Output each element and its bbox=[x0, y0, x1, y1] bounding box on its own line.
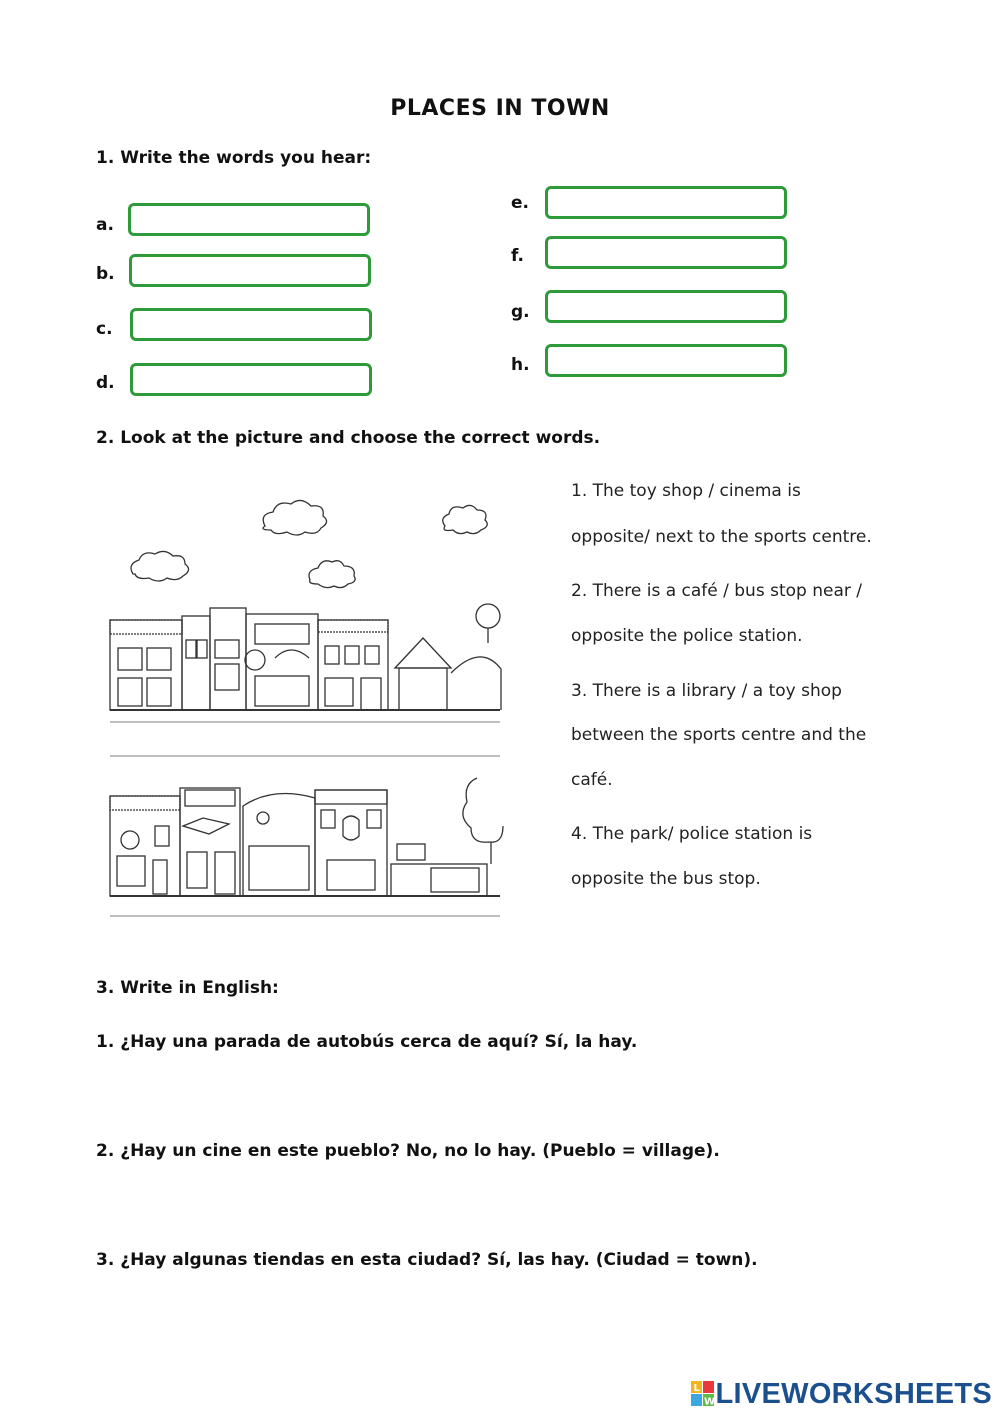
answer-label-b: b. bbox=[96, 264, 115, 284]
answer-input-f[interactable] bbox=[545, 236, 787, 269]
section2-heading: 2. Look at the picture and choose the correct words. bbox=[96, 428, 601, 448]
cloud-icon bbox=[131, 551, 189, 581]
sentence-line: 3. There is a library / a toy shop bbox=[571, 681, 842, 701]
answer-input-d[interactable] bbox=[130, 363, 372, 396]
sentence-line: opposite the bus stop. bbox=[571, 869, 761, 889]
sentence-line: 2. There is a café / bus stop near / bbox=[571, 581, 862, 601]
street-illustration bbox=[105, 488, 505, 920]
translation-question: 3. ¿Hay algunas tiendas en esta ciudad? Sí, las hay. (Ciudad = town). bbox=[96, 1250, 758, 1270]
bottom-street-buildings bbox=[110, 778, 503, 896]
page-title: PLACES IN TOWN bbox=[390, 96, 610, 121]
translation-question: 2. ¿Hay un cine en este pueblo? No, no lo hay. (Pueblo = village). bbox=[96, 1141, 720, 1161]
answer-label-e: e. bbox=[511, 193, 529, 213]
cloud-icon bbox=[443, 505, 488, 533]
cloud-icon bbox=[263, 500, 327, 535]
sentence-line: opposite/ next to the sports centre. bbox=[571, 527, 872, 547]
logo-badge-letter: L bbox=[693, 1383, 700, 1394]
answer-input-a[interactable] bbox=[128, 203, 370, 236]
liveworksheets-logo-icon bbox=[690, 1380, 716, 1408]
liveworksheets-logo bbox=[690, 1379, 993, 1409]
top-street-buildings bbox=[110, 604, 501, 710]
answer-input-h[interactable] bbox=[545, 344, 787, 377]
answer-label-d: d. bbox=[96, 373, 115, 393]
logo-badge-letter: W bbox=[703, 1396, 715, 1408]
sentence-line: 1. The toy shop / cinema is bbox=[571, 481, 801, 501]
sentence-line: between the sports centre and the bbox=[571, 725, 867, 745]
answer-input-g[interactable] bbox=[545, 290, 787, 323]
answer-input-b[interactable] bbox=[129, 254, 371, 287]
answer-label-h: h. bbox=[511, 355, 530, 375]
answer-label-f: f. bbox=[511, 246, 524, 266]
cloud-icon bbox=[309, 561, 355, 588]
translation-question: 1. ¿Hay una parada de autobús cerca de aquí? Sí, la hay. bbox=[96, 1032, 638, 1052]
sentence-line: café. bbox=[571, 770, 613, 790]
sentence-line: opposite the police station. bbox=[571, 626, 803, 646]
answer-label-c: c. bbox=[96, 319, 113, 339]
section3-heading: 3. Write in English: bbox=[96, 978, 279, 998]
section1-heading: 1. Write the words you hear: bbox=[96, 148, 372, 168]
answer-label-g: g. bbox=[511, 302, 530, 322]
sentence-line: 4. The park/ police station is bbox=[571, 824, 813, 844]
answer-input-c[interactable] bbox=[130, 308, 372, 341]
logo-text: LIVEWORKSHEETS bbox=[715, 1377, 992, 1410]
answer-label-a: a. bbox=[96, 215, 114, 235]
answer-input-e[interactable] bbox=[545, 186, 787, 219]
